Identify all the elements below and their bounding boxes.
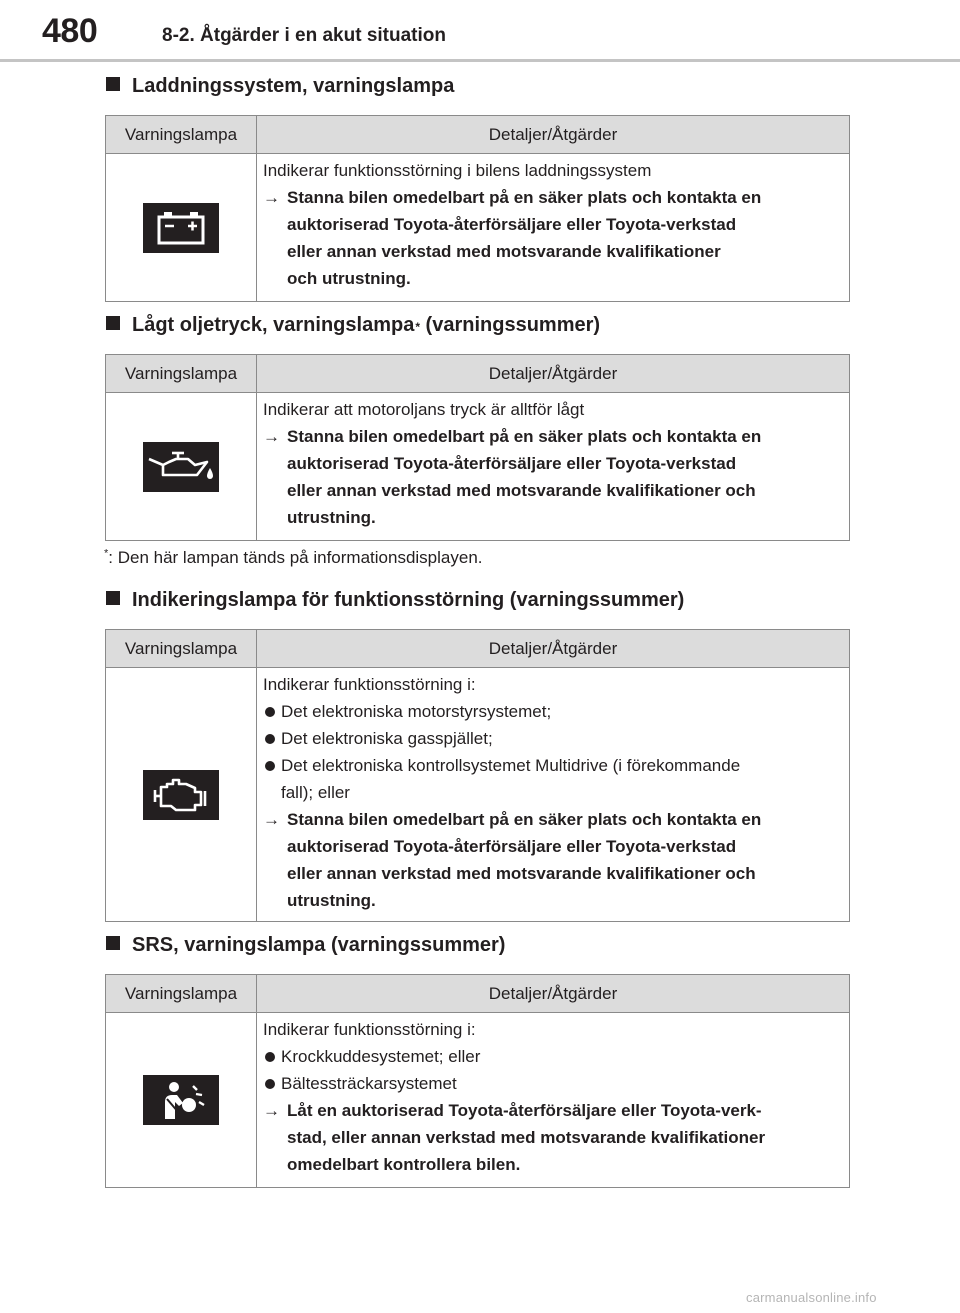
srs-airbag-icon (143, 1075, 219, 1125)
srs-warning-table (105, 974, 850, 1188)
column-header-details: Detaljer/Åtgärder (257, 630, 850, 668)
list-item: Bältessträckarsystemet (263, 1070, 843, 1097)
battery-warning-icon (143, 203, 219, 253)
section-heading-oil-pressure: Lågt oljetryck, varningslampa * (varningssummer) (106, 314, 600, 337)
column-header-details: Detaljer/Åtgärder (257, 975, 850, 1013)
action-instruction: → Stanna bilen omedelbart på en säker plats och kontakta en auktoriserad Toyota-återförsäljare eller Toyota-verkstad eller annan verkstad med motsvarande kvalifikationer och utrustning. (263, 423, 843, 531)
details-cell: Indikerar att motoroljans tryck är alltför lågt → Stanna bilen omedelbart på en säker plats och kontakta en auktoriserad Toyota-återförsäljare eller Toyota-verkstad eller annan verkstad med motsvarande kvalifikationer och utrustning. (257, 393, 850, 541)
square-bullet-icon (106, 591, 120, 605)
action-instruction: → Stanna bilen omedelbart på en säker plats och kontakta en auktoriserad Toyota-återförsäljare eller Toyota-verkstad eller annan verkstad med motsvarande kvalifikationer och utrustning. (263, 184, 843, 292)
charging-warning-table (105, 115, 850, 302)
square-bullet-icon (106, 316, 120, 330)
details-cell: Indikerar funktionsstörning i bilens laddningssystem → Stanna bilen omedelbart på en säker plats och kontakta en auktoriserad Toyota-återförsäljare eller Toyota-verkstad eller annan verkstad med motsvarande kvalifikationer och utrustning. (257, 154, 850, 302)
malfunction-warning-table (105, 629, 850, 922)
column-header-lamp: Varningslampa (106, 975, 257, 1013)
section-heading-malfunction: Indikeringslampa för funktionsstörning (varningssummer) (106, 589, 684, 612)
details-cell: Indikerar funktionsstörning i: Krockkuddesystemet; eller Bältessträckarsystemet → Låt en auktoriserad Toyota-återförsäljare eller Toyota-verk- stad, eller annan verkstad med motsvarande kvalifikationer omedelbart kontrollera bilen. (257, 1013, 850, 1188)
arrow-right-icon: → (263, 427, 280, 446)
square-bullet-icon (106, 936, 120, 950)
check-engine-icon (143, 770, 219, 820)
page-number: 480 (42, 12, 98, 50)
column-header-lamp: Varningslampa (106, 355, 257, 393)
oil-pressure-warning-table (105, 354, 850, 541)
list-item: Det elektroniska gasspjället; (263, 725, 843, 752)
arrow-right-icon: → (263, 188, 280, 207)
list-item: Det elektroniska motorstyrsystemet; (263, 698, 843, 725)
arrow-right-icon: → (263, 1101, 280, 1120)
details-cell: Indikerar funktionsstörning i: Det elektroniska motorstyrsystemet; Det elektroniska gasspjället; Det elektroniska kontrollsystemet Multidrive (i förekommande fall); eller → Stanna bilen omedelbart på en säker plats och kontakta en auktoriserad Toyota-återförsäljare eller Toyota-verkstad eller annan verkstad med motsvarande kvalifikationer och utrustning. (257, 668, 850, 922)
column-header-details: Detaljer/Åtgärder (257, 116, 850, 154)
column-header-details: Detaljer/Åtgärder (257, 355, 850, 393)
bullet-dot-icon (263, 752, 281, 806)
list-item: Det elektroniska kontrollsystemet Multidrive (i förekommande fall); eller (263, 752, 843, 806)
column-header-lamp: Varningslampa (106, 116, 257, 154)
chapter-title: 8-2. Åtgärder i en akut situation (162, 25, 446, 46)
bullet-dot-icon (263, 1070, 281, 1097)
bullet-dot-icon (263, 1043, 281, 1070)
arrow-right-icon: → (263, 810, 280, 829)
section-heading-srs: SRS, varningslampa (varningssummer) (106, 934, 505, 957)
list-item: Krockkuddesystemet; eller (263, 1043, 843, 1070)
bullet-dot-icon (263, 725, 281, 752)
action-instruction: → Låt en auktoriserad Toyota-återförsäljare eller Toyota-verk- stad, eller annan verkstad med motsvarande kvalifikationer omedelbart kontrollera bilen. (263, 1097, 843, 1178)
watermark: carmanualsonline.info (746, 1290, 877, 1305)
column-header-lamp: Varningslampa (106, 630, 257, 668)
section-heading-charging: Laddningssystem, varningslampa (106, 75, 454, 98)
oil-pressure-icon (143, 442, 219, 492)
header-divider (0, 59, 960, 62)
footnote: *: Den här lampan tänds på informationsdisplayen. (104, 547, 483, 567)
action-instruction: → Stanna bilen omedelbart på en säker plats och kontakta en auktoriserad Toyota-återförsäljare eller Toyota-verkstad eller annan verkstad med motsvarande kvalifikationer och utrustning. (263, 806, 843, 914)
square-bullet-icon (106, 77, 120, 91)
bullet-dot-icon (263, 698, 281, 725)
